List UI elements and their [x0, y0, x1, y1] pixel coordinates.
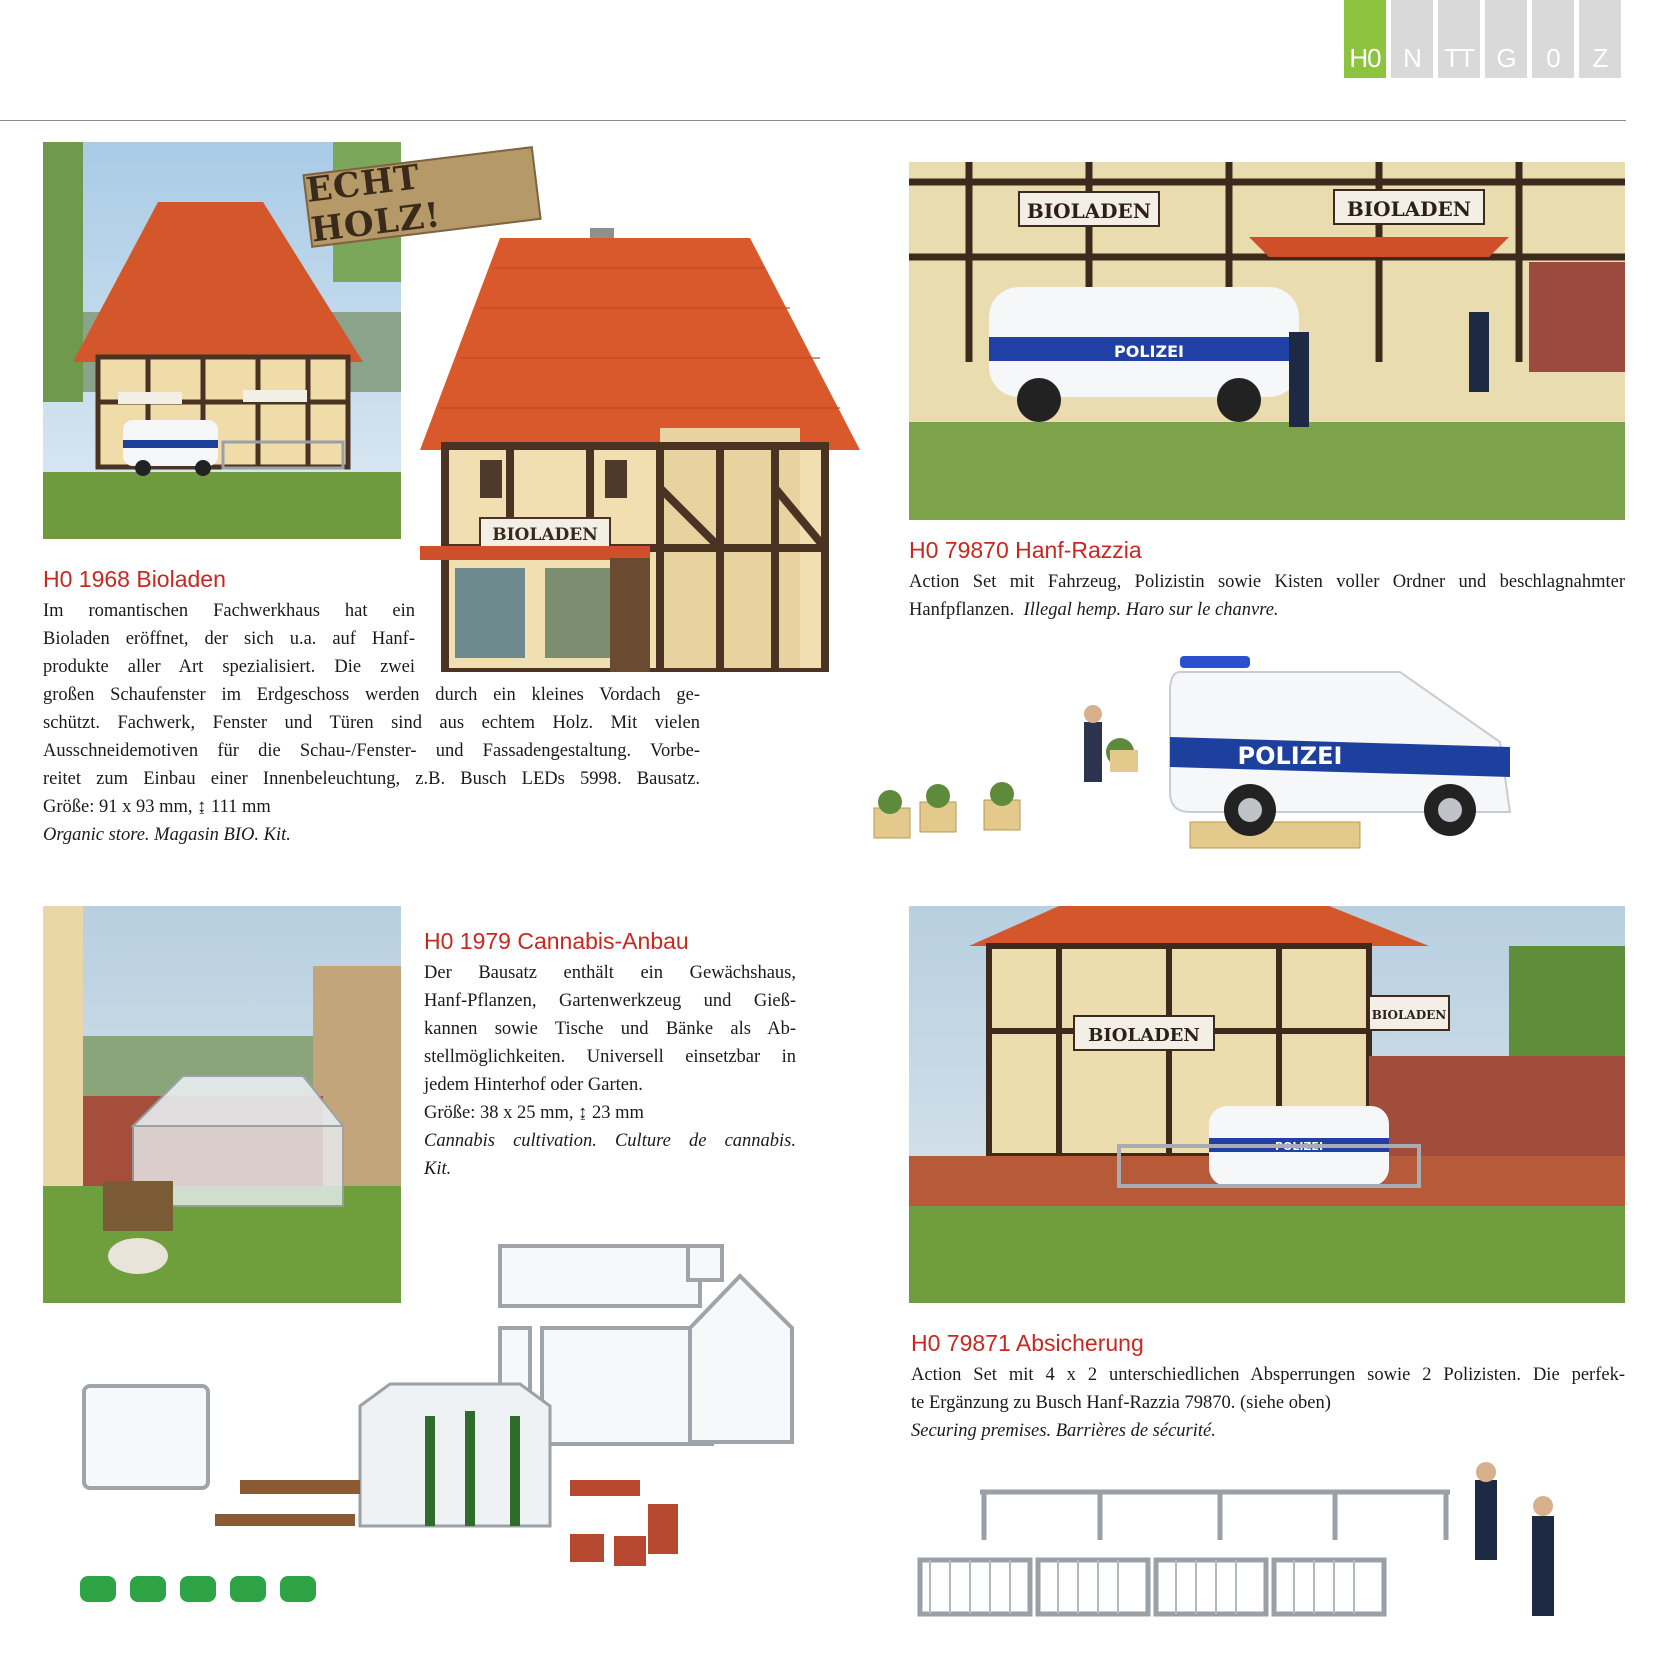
tab-g[interactable]: G — [1485, 0, 1527, 78]
absicherung-sign-2: BIOLADEN — [1371, 1008, 1447, 1022]
bioladen-product-photo — [420, 228, 860, 672]
absicherung-van-label: POLIZEI — [1274, 1140, 1324, 1153]
razzia-sign-2: BIOLADEN — [1346, 197, 1472, 221]
cannabis-line-4: stellmöglichkeiten. Universell einsetzbar in — [424, 1047, 796, 1067]
cannabis-product-photo — [80, 1236, 800, 1606]
cannabis-line-2: Hanf-Pflanzen, Gartenwerkzeug und Gieß- — [424, 991, 796, 1011]
bioladen-line-1: Im romantischen Fachwerkhaus hat ein — [43, 601, 415, 621]
cannabis-title: H0 1979 Cannabis-Anbau — [424, 928, 689, 954]
absicherung-sign-1: BIOLADEN — [1088, 1025, 1200, 1046]
razzia-sign-1: BIOLADEN — [1026, 199, 1152, 223]
hanf-razzia-scene-photo — [909, 162, 1625, 520]
bioladen-line-7: reitet zum Einbau einer Innenbeleuchtung, z.B. Busch LEDs 5998. Bausatz. — [43, 769, 700, 789]
hanf-razzia-product-photo — [860, 652, 1620, 850]
hanf-razzia-translation: Illegal hemp. Haro sur le chanvre. — [1023, 600, 1279, 620]
tab-tt[interactable]: TT — [1438, 0, 1480, 78]
hanf-razzia-line-1: Action Set mit Fahrzeug, Polizistin sowie Kisten voller Ordner und beschlagnahmter — [909, 572, 1625, 592]
razzia-product-van-label: POLIZEI — [1237, 742, 1343, 770]
absicherung-description — [911, 1361, 1625, 1445]
absicherung-scene-photo — [909, 906, 1625, 1303]
header-divider — [0, 120, 1626, 121]
tab-h0[interactable]: H0 — [1344, 0, 1386, 78]
bioladen-line-5: schützt. Fachwerk, Fenster und Türen sind aus echtem Holz. Mit vielen — [43, 713, 700, 733]
absicherung-line-2: te Ergänzung zu Busch Hanf-Razzia 79870. (siehe oben) — [911, 1393, 1331, 1413]
tab-0[interactable]: 0 — [1532, 0, 1574, 78]
hanf-razzia-description — [909, 568, 1625, 624]
bioladen-line-4: großen Schaufenster im Erdgeschoss werden durch ein kleines Vordach ge- — [43, 685, 700, 705]
bioladen-translation: Organic store. Magasin BIO. Kit. — [43, 825, 291, 845]
absicherung-title: H0 79871 Absicherung — [911, 1330, 1144, 1356]
bioladen-description-narrow — [43, 597, 415, 681]
cannabis-description — [424, 959, 796, 1183]
cannabis-line-1: Der Bausatz enthält ein Gewächshaus, — [424, 963, 796, 983]
tab-n[interactable]: N — [1391, 0, 1433, 78]
absicherung-translation: Securing premises. Barrières de sécurité. — [911, 1421, 1216, 1441]
cannabis-translation-1: Cannabis cultivation. Culture de cannabis. — [424, 1131, 796, 1151]
bioladen-title: H0 1968 Bioladen — [43, 566, 226, 592]
cannabis-line-3: kannen sowie Tische und Bänke als Ab- — [424, 1019, 796, 1039]
hanf-razzia-line-2: Hanfpflanzen. — [909, 600, 1015, 620]
bioladen-line-3: produkte aller Art spezialisiert. Die zwei — [43, 657, 415, 677]
bioladen-description-wide — [43, 681, 700, 849]
bioladen-line-6: Ausschneidemotiven für die Schau-/Fenster- und Fassadengestaltung. Vorbe- — [43, 741, 700, 761]
bioladen-line-2: Bioladen eröffnet, der sich u.a. auf Hanf- — [43, 629, 415, 649]
absicherung-product-photo — [890, 1460, 1610, 1630]
bioladen-sign-text: BIOLADEN — [492, 525, 598, 545]
cannabis-translation-2: Kit. — [424, 1159, 452, 1179]
tab-z[interactable]: Z — [1579, 0, 1621, 78]
cannabis-line-5: jedem Hinterhof oder Garten. — [424, 1075, 643, 1095]
hanf-razzia-title: H0 79870 Hanf-Razzia — [909, 537, 1142, 563]
echt-holz-badge: ECHT HOLZ! — [302, 146, 541, 248]
cannabis-size: Größe: 38 x 25 mm, ↨ 23 mm — [424, 1103, 644, 1123]
razzia-van-label: POLIZEI — [1114, 342, 1184, 361]
absicherung-line-1: Action Set mit 4 x 2 unterschiedlichen Absperrungen sowie 2 Polizisten. Die perfek- — [911, 1365, 1625, 1385]
bioladen-size: Größe: 91 x 93 mm, ↨ 111 mm — [43, 797, 271, 817]
